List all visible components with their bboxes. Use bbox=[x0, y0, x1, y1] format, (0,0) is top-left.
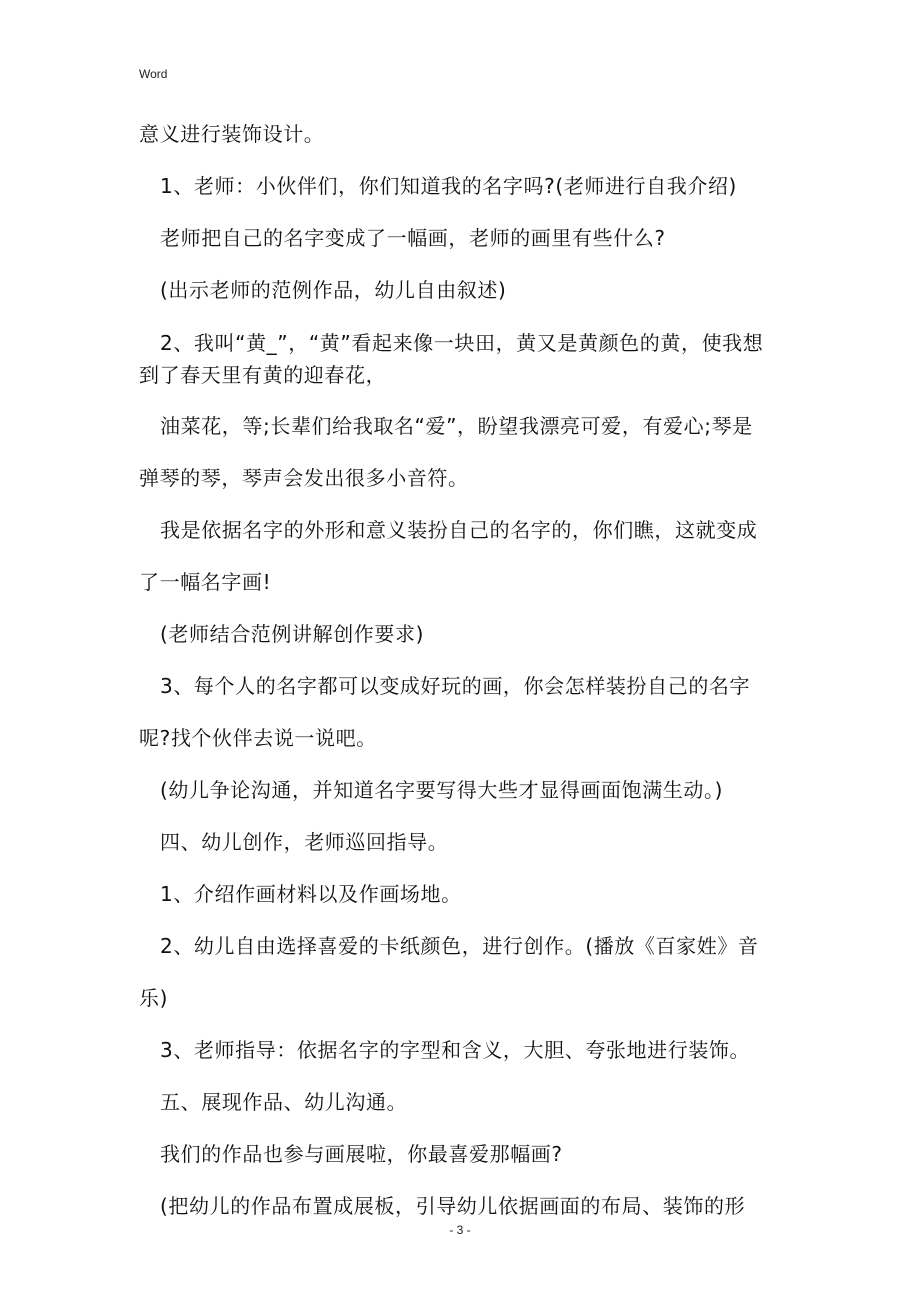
body-line: 油菜花，等;长辈们给我取名“爱”，盼望我漂亮可爱，有爱心;琴是 bbox=[160, 414, 753, 438]
body-line: 1、介绍作画材料以及作画场地。 bbox=[160, 882, 462, 906]
body-line: 呢?找个伙伴去说一说吧。 bbox=[139, 726, 377, 750]
body-line: 3、老师指导：依据名字的字型和含义，大胆、夸张地进行装饰。 bbox=[160, 1038, 751, 1062]
body-line: (把幼儿的作品布置成展板，引导幼儿依据画面的布局、装饰的形 bbox=[160, 1194, 746, 1218]
body-line: 3、每个人的名字都可以变成好玩的画，你会怎样装扮自己的名字 bbox=[160, 674, 751, 698]
body-line: 2、我叫“黄_”，“黄”看起来像一块田，黄又是黄颜色的黄，使我想 bbox=[160, 331, 764, 355]
body-line: 老师把自己的名字变成了一幅画，老师的画里有些什么? bbox=[160, 226, 666, 250]
body-line: 弹琴的琴，琴声会发出很多小音符。 bbox=[139, 466, 469, 490]
body-line: 五、展现作品、幼儿沟通。 bbox=[160, 1090, 408, 1114]
body-line: 我们的作品也参与画展啦，你最喜爱那幅画? bbox=[160, 1142, 563, 1166]
body-line: (幼儿争论沟通，并知道名字要写得大些才显得画面饱满生动。) bbox=[160, 778, 724, 802]
body-line: 1、老师：小伙伴们，你们知道我的名字吗?(老师进行自我介绍) bbox=[160, 174, 737, 198]
body-line: 意义进行装饰设计。 bbox=[139, 122, 325, 146]
body-line: 2、幼儿自由选择喜爱的卡纸颜色，进行创作。(播放《百家姓》音 bbox=[160, 934, 759, 958]
body-line: 四、幼儿创作，老师巡回指导。 bbox=[160, 830, 449, 854]
page-number: - 3 - bbox=[449, 1223, 471, 1237]
body-line: 到了春天里有黄的迎春花， bbox=[139, 363, 387, 387]
body-line: 了一幅名字画! bbox=[139, 570, 272, 594]
body-line: (出示老师的范例作品，幼儿自由叙述) bbox=[160, 278, 507, 302]
header-label: Word bbox=[139, 67, 168, 81]
body-line: (老师结合范例讲解创作要求) bbox=[160, 622, 425, 646]
body-line: 我是依据名字的外形和意义装扮自己的名字的，你们瞧，这就变成 bbox=[160, 518, 758, 542]
body-line: 乐) bbox=[139, 986, 169, 1010]
